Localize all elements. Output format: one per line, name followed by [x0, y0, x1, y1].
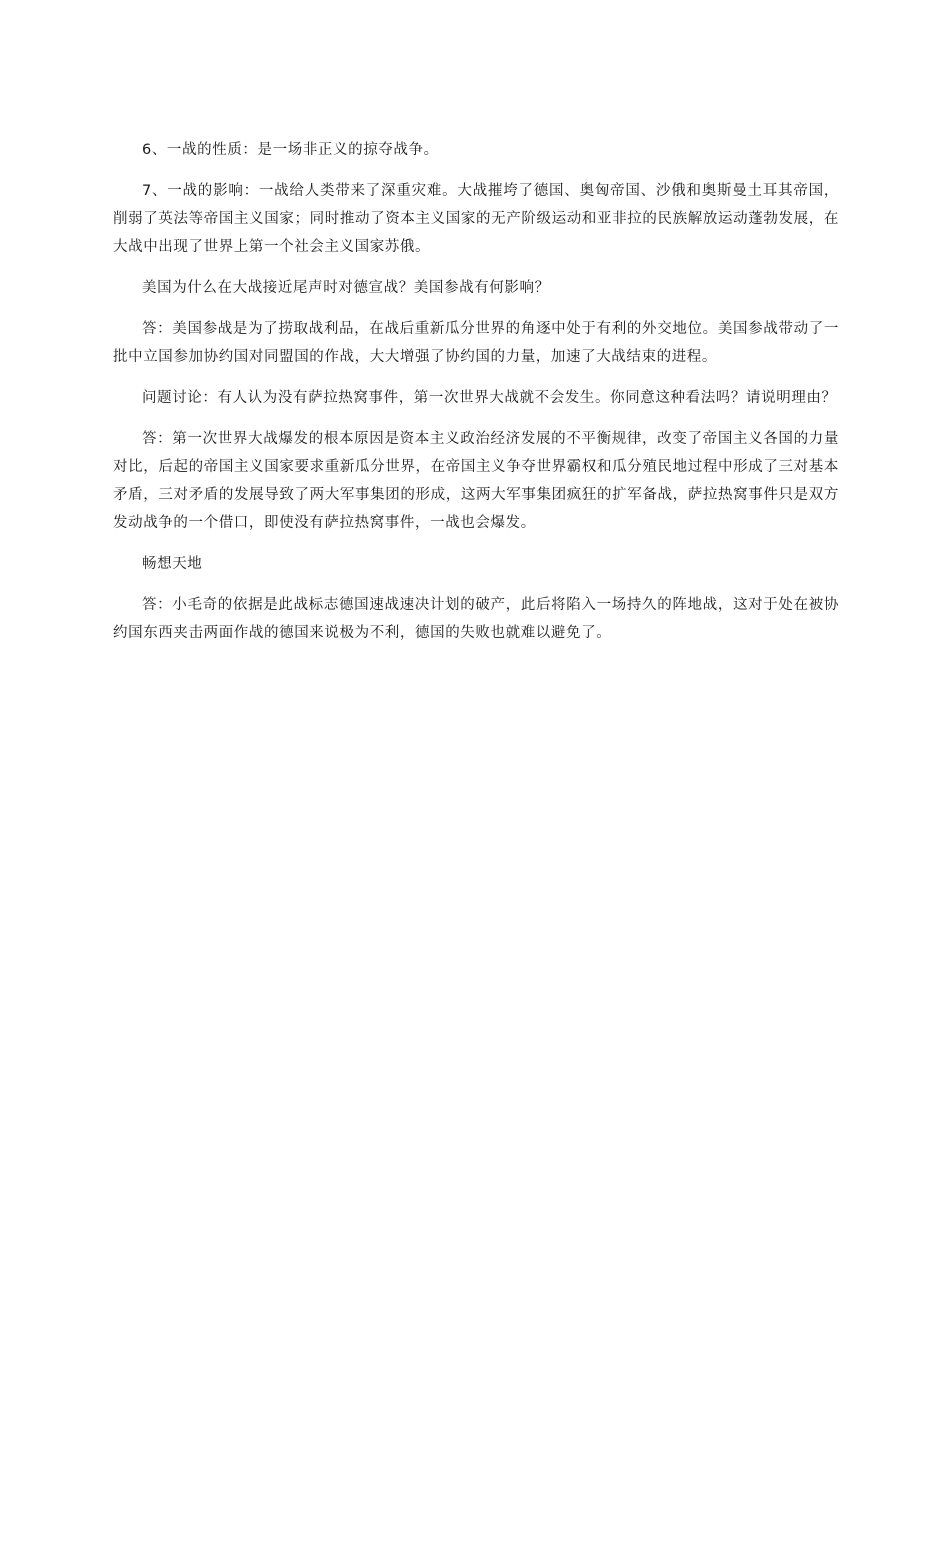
- document-body: [113, 136, 839, 660]
- paragraph-imagination-answer: 答：小毛奇的依据是此战标志德国速战速决计划的破产，此后将陷入一场持久的阵地战，这对于处在被协约国东西夹击两面作战的德国来说极为不利，德国的失败也就难以避免了。: [113, 597, 839, 641]
- paragraph-impact-of-war: 7、一战的影响：一战给人类带来了深重灾难。大战摧垮了德国、奥匈帝国、沙俄和奥斯曼土耳其帝国，削弱了英法等帝国主义国家；同时推动了资本主义国家的无产阶级运动和亚非拉的民族解放运动蓬勃发展，在大战中出现了世界上第一个社会主义国家苏俄。: [113, 183, 839, 255]
- paragraph-discussion-answer: 答：第一次世界大战爆发的根本原因是资本主义政治经济发展的不平衡规律，改变了帝国主义各国的力量对比，后起的帝国主义国家要求重新瓜分世界，在帝国主义争夺世界霸权和瓜分殖民地过程中形成了三对基本矛盾，三对矛盾的发展导致了两大军事集团的形成，这两大军事集团疯狂的扩军备战，萨拉热窝事件只是双方发动战争的一个借口，即使没有萨拉热窝事件，一战也会爆发。: [113, 431, 839, 531]
- paragraph-nature-of-war: 6、一战的性质：是一场非正义的掠夺战争。: [142, 142, 439, 158]
- paragraph-answer-us-entry: 答：美国参战是为了捞取战利品，在战后重新瓜分世界的角逐中处于有利的外交地位。美国参战带动了一批中立国参加协约国对同盟国的作战，大大增强了协约国的力量，加速了大战结束的进程。: [113, 321, 839, 365]
- section-heading-imagination: 畅想天地: [142, 556, 203, 572]
- paragraph-question-us-entry: 美国为什么在大战接近尾声时对德宣战？美国参战有何影响？: [142, 280, 550, 296]
- paragraph-discussion-question: 问题讨论：有人认为没有萨拉热窝事件，第一次世界大战就不会发生。你同意这种看法吗？请说明理由？: [142, 390, 837, 406]
